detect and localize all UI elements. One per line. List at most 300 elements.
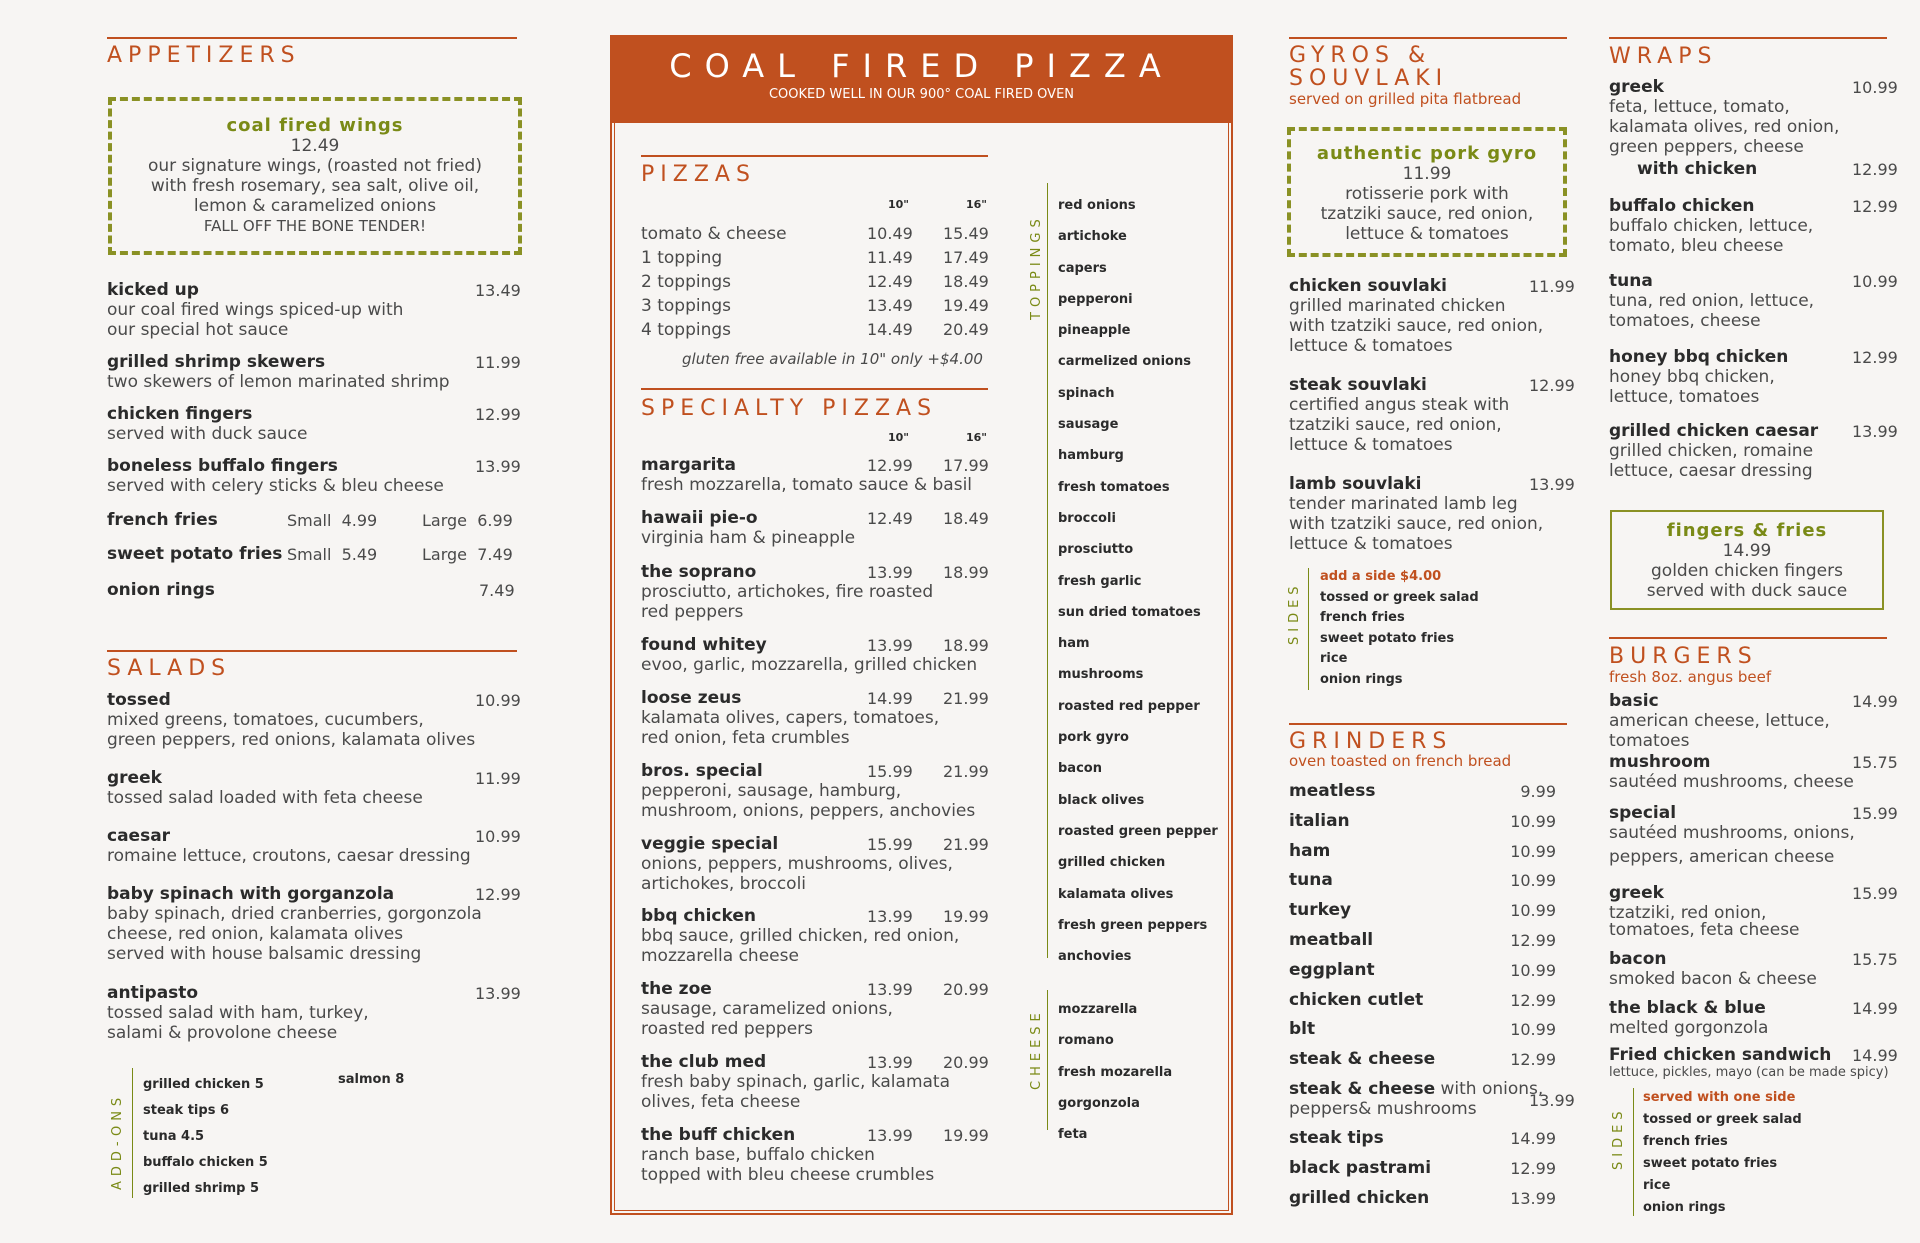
item-desc: peppers& mushrooms bbox=[1289, 1099, 1477, 1119]
item-price: 14.99 bbox=[1510, 1129, 1556, 1148]
cheese-list bbox=[1058, 994, 1172, 1150]
grinders-subtitle: oven toasted on french bread bbox=[1289, 752, 1512, 770]
sides-header: served with one side bbox=[1643, 1090, 1796, 1105]
topping-item: black olives bbox=[1058, 792, 1145, 808]
item-name: bacon bbox=[1609, 949, 1667, 969]
item-small: 12.99 bbox=[867, 456, 913, 475]
item-desc: kalamata olives, capers, tomatoes, bbox=[641, 708, 940, 728]
fingers-fries-box bbox=[1610, 510, 1884, 610]
wings-feature-box bbox=[108, 97, 522, 255]
item-desc: tomatoes bbox=[1609, 731, 1690, 751]
item-desc: tzatziki sauce, red onion, bbox=[1289, 415, 1502, 435]
item-price: 12.99 bbox=[1852, 348, 1898, 367]
item-name: special bbox=[1609, 803, 1677, 823]
gyro-sides-divider bbox=[1308, 568, 1309, 690]
item-desc: melted gorgonzola bbox=[1609, 1018, 1769, 1038]
item-name: antipasto bbox=[107, 983, 199, 1003]
item-small: 15.99 bbox=[867, 762, 913, 781]
item-name: the zoe bbox=[641, 979, 712, 999]
menu-item bbox=[1609, 752, 1898, 792]
addon-item: tuna 4.5 bbox=[143, 1129, 205, 1144]
gyro-sides-label: SIDES bbox=[1287, 581, 1302, 645]
menu-item bbox=[107, 544, 517, 566]
with-chicken-label: with chicken bbox=[1637, 159, 1758, 179]
item-desc: tuna, red onion, lettuce, bbox=[1609, 291, 1815, 311]
fingers-fries-line: golden chicken fingers bbox=[1651, 561, 1843, 581]
item-name: hawaii pie-o bbox=[641, 508, 758, 528]
item-small: 12.49 bbox=[867, 509, 913, 528]
menu-item bbox=[1609, 77, 1898, 179]
addon-item: buffalo chicken 5 bbox=[143, 1155, 268, 1170]
item-name: bbq chicken bbox=[641, 906, 756, 926]
topping-item: grilled chicken bbox=[1058, 855, 1166, 871]
item-price: 14.99 bbox=[1852, 999, 1898, 1018]
grinder-item bbox=[1289, 1128, 1574, 1158]
item-small-price: Small 5.49 bbox=[287, 545, 378, 564]
burger-sides-label: SIDES bbox=[1611, 1106, 1626, 1170]
topping-item: anchovies bbox=[1058, 949, 1132, 965]
item-price: 11.99 bbox=[475, 353, 521, 372]
addon-item: steak tips 6 bbox=[143, 1103, 229, 1118]
item-large: 18.49 bbox=[943, 509, 989, 528]
menu-item bbox=[1289, 474, 1574, 554]
topping-item: fresh green peppers bbox=[1058, 917, 1208, 933]
cheese-item: gorgonzola bbox=[1058, 1095, 1140, 1111]
grinder-item bbox=[1289, 900, 1574, 930]
item-small: 13.99 bbox=[867, 1126, 913, 1145]
pizzas-title: PIZZAS bbox=[641, 162, 756, 187]
wings-title: coal fired wings bbox=[226, 115, 404, 136]
pizza-row bbox=[641, 224, 1001, 248]
pizza-rows bbox=[641, 224, 1001, 344]
pizza-row-large: 18.49 bbox=[943, 272, 989, 291]
item-desc: olives, feta cheese bbox=[641, 1092, 801, 1112]
item-desc: virginia ham & pineapple bbox=[641, 528, 856, 548]
specialty-item bbox=[641, 834, 1001, 894]
item-name: greek bbox=[1609, 77, 1664, 97]
item-name: margarita bbox=[641, 455, 737, 475]
pizza-row-small: 11.49 bbox=[867, 248, 913, 267]
item-price: 15.99 bbox=[1852, 804, 1898, 823]
menu-item bbox=[107, 404, 521, 444]
item-name: meatless bbox=[1289, 781, 1376, 801]
item-desc: pepperoni, sausage, hamburg, bbox=[641, 781, 902, 801]
item-name: mushroom bbox=[1609, 752, 1711, 772]
specialty-rule bbox=[641, 388, 988, 390]
salads-rule bbox=[107, 650, 517, 652]
addons-divider bbox=[132, 1068, 133, 1198]
topping-item: carmelized onions bbox=[1058, 354, 1191, 370]
item-desc: mushroom, onions, peppers, anchovies bbox=[641, 801, 976, 821]
grinder-item bbox=[1289, 811, 1574, 841]
wraps-rule bbox=[1609, 37, 1887, 39]
item-desc: kalamata olives, red onion, bbox=[1609, 117, 1840, 137]
gyros-title-line2: SOUVLAKI bbox=[1289, 66, 1449, 91]
size-16-header: 16" bbox=[966, 431, 988, 444]
pizza-row-name: 1 topping bbox=[641, 248, 723, 268]
item-large-price: Large 7.49 bbox=[422, 545, 513, 564]
item-price: 12.99 bbox=[1510, 930, 1556, 950]
item-price: 10.99 bbox=[1510, 901, 1556, 921]
item-desc: tossed salad with ham, turkey, bbox=[107, 1003, 369, 1023]
item-large: 18.99 bbox=[943, 636, 989, 655]
toppings-divider bbox=[1047, 183, 1048, 958]
gyros-subtitle: served on grilled pita flatbread bbox=[1289, 90, 1522, 108]
item-desc: red onion, feta crumbles bbox=[641, 728, 850, 748]
grinder-item bbox=[1289, 870, 1574, 900]
item-name: tuna bbox=[1609, 271, 1653, 291]
item-price: 10.99 bbox=[475, 827, 521, 846]
topping-item: fresh tomatoes bbox=[1058, 479, 1170, 495]
item-name: black pastrami bbox=[1289, 1157, 1432, 1178]
item-desc: green peppers, red onions, kalamata olives bbox=[107, 730, 476, 750]
burger-sides-list bbox=[1643, 1087, 1802, 1219]
item-desc: tomatoes, cheese bbox=[1609, 311, 1761, 331]
pizza-row-name: 3 toppings bbox=[641, 296, 732, 316]
item-desc: lettuce, caesar dressing bbox=[1609, 461, 1813, 481]
topping-item: sun dried tomatoes bbox=[1058, 604, 1201, 620]
item-desc: roasted red peppers bbox=[641, 1019, 814, 1039]
with-chicken-price: 12.99 bbox=[1852, 160, 1898, 179]
menu-item bbox=[1609, 347, 1898, 407]
menu-item bbox=[1609, 949, 1898, 989]
topping-item: artichoke bbox=[1058, 229, 1127, 245]
pizza-header-title: COAL FIRED PIZZA bbox=[669, 47, 1174, 85]
item-desc: served with celery sticks & bleu cheese bbox=[107, 476, 444, 496]
item-desc: sautéed mushrooms, onions, bbox=[1609, 823, 1855, 843]
topping-item: bacon bbox=[1058, 761, 1102, 777]
menu-item bbox=[1609, 271, 1898, 331]
item-desc: fresh mozzarella, tomato sauce & basil bbox=[641, 475, 973, 495]
size-10-header: 10" bbox=[888, 431, 910, 444]
item-large: 20.99 bbox=[943, 980, 989, 999]
grinder-item bbox=[1289, 1019, 1574, 1049]
item-name: greek bbox=[1609, 883, 1664, 903]
cheese-label: CHEESE bbox=[1029, 1008, 1044, 1090]
pork-gyro-line: lettuce & tomatoes bbox=[1345, 224, 1509, 244]
menu-item bbox=[107, 510, 517, 532]
item-desc: lettuce & tomatoes bbox=[1289, 435, 1453, 455]
item-price: 15.75 bbox=[1852, 950, 1898, 969]
item-desc: ranch base, buffalo chicken bbox=[641, 1145, 875, 1165]
menu-item bbox=[1609, 803, 1898, 867]
item-name: greek bbox=[107, 768, 162, 788]
item-name: the soprano bbox=[641, 562, 757, 582]
item-desc: tzatziki, red onion, bbox=[1609, 903, 1767, 923]
item-small: 13.99 bbox=[867, 1053, 913, 1072]
specialty-item bbox=[641, 455, 1001, 495]
item-name: lamb souvlaki bbox=[1289, 474, 1422, 494]
item-large: 19.99 bbox=[943, 1126, 989, 1145]
menu-item bbox=[1289, 1079, 1574, 1119]
menu-item bbox=[107, 884, 521, 964]
item-name: steak & cheese bbox=[1289, 1079, 1436, 1099]
item-desc: salami & provolone cheese bbox=[107, 1023, 338, 1043]
pork-gyro-line: tzatziki sauce, red onion, bbox=[1320, 204, 1534, 224]
specialty-item bbox=[641, 1052, 1001, 1112]
item-price: 13.99 bbox=[475, 984, 521, 1003]
item-name: basic bbox=[1609, 691, 1659, 711]
item-desc: red peppers bbox=[641, 602, 744, 622]
item-desc: served with duck sauce bbox=[107, 424, 308, 444]
item-price: 14.99 bbox=[1852, 692, 1898, 711]
pizza-row-small: 13.49 bbox=[867, 296, 913, 315]
item-name: italian bbox=[1289, 810, 1350, 831]
specialty-item bbox=[641, 761, 1001, 821]
item-price: 12.99 bbox=[475, 405, 521, 424]
specialty-item bbox=[641, 688, 1001, 748]
specialty-item bbox=[641, 906, 1001, 966]
item-price: 10.99 bbox=[475, 691, 521, 710]
item-desc: sausage, caramelized onions, bbox=[641, 999, 893, 1019]
grinder-item bbox=[1289, 781, 1574, 811]
item-name: tuna bbox=[1289, 870, 1333, 891]
pizza-row-name: 2 toppings bbox=[641, 272, 732, 292]
specialty-item bbox=[641, 1125, 1001, 1185]
grinder-item bbox=[1289, 960, 1574, 990]
side-item: rice bbox=[1643, 1178, 1671, 1193]
grinder-item bbox=[1289, 930, 1574, 960]
wraps-title: WRAPS bbox=[1609, 44, 1718, 69]
item-price: 13.99 bbox=[475, 457, 521, 476]
item-desc: lettuce, pickles, mayo (can be made spicy) bbox=[1609, 1065, 1889, 1080]
item-desc: sautéed mushrooms, cheese bbox=[1609, 772, 1854, 792]
item-small: 13.99 bbox=[867, 563, 913, 582]
item-price: 12.99 bbox=[1510, 1050, 1556, 1070]
menu-item bbox=[107, 352, 521, 392]
item-price: 10.99 bbox=[1852, 272, 1898, 291]
item-desc: certified angus steak with bbox=[1289, 395, 1510, 415]
item-desc: mixed greens, tomatoes, cucumbers, bbox=[107, 710, 424, 730]
gyros-title-line1: GYROS & bbox=[1289, 43, 1432, 68]
wings-line: our signature wings, (roasted not fried) bbox=[148, 156, 482, 176]
side-item: tossed or greek salad bbox=[1643, 1112, 1802, 1127]
item-desc: grilled chicken, romaine bbox=[1609, 441, 1814, 461]
item-price: 10.99 bbox=[1852, 78, 1898, 97]
item-desc: feta, lettuce, tomato, bbox=[1609, 97, 1790, 117]
item-price: 12.99 bbox=[475, 885, 521, 904]
item-desc: romaine lettuce, croutons, caesar dressing bbox=[107, 846, 471, 866]
item-desc: honey bbq chicken, bbox=[1609, 367, 1775, 387]
topping-item: fresh garlic bbox=[1058, 573, 1142, 589]
toppings-list bbox=[1058, 190, 1218, 972]
item-large: 17.99 bbox=[943, 456, 989, 475]
item-price: 10.99 bbox=[1510, 871, 1556, 891]
item-name: chicken souvlaki bbox=[1289, 276, 1447, 296]
item-name: grilled shrimp skewers bbox=[107, 352, 326, 372]
item-price: 13.99 bbox=[1529, 475, 1575, 494]
item-name: kicked up bbox=[107, 280, 199, 300]
menu-item bbox=[1289, 375, 1574, 455]
item-desc: served with house balsamic dressing bbox=[107, 944, 422, 964]
specialty-item bbox=[641, 979, 1001, 1039]
pizza-row bbox=[641, 296, 1001, 320]
pizza-row bbox=[641, 272, 1001, 296]
topping-item: ham bbox=[1058, 636, 1090, 652]
topping-item: roasted red pepper bbox=[1058, 698, 1200, 714]
pizzas-rule bbox=[641, 155, 988, 157]
item-name: found whitey bbox=[641, 635, 767, 655]
menu-item bbox=[1609, 196, 1898, 256]
menu-item bbox=[1609, 883, 1898, 940]
item-desc: with tzatziki sauce, red onion, bbox=[1289, 316, 1544, 336]
addons-label: ADD-ONS bbox=[110, 1092, 125, 1190]
grinders-list-2 bbox=[1289, 1128, 1574, 1217]
item-desc: green peppers, cheese bbox=[1609, 137, 1804, 157]
fingers-fries-price: 14.99 bbox=[1722, 541, 1772, 561]
item-name: onion rings bbox=[107, 580, 215, 600]
item-price: 10.99 bbox=[1510, 1020, 1556, 1040]
burger-sides-divider bbox=[1633, 1088, 1634, 1216]
item-name: the club med bbox=[641, 1052, 767, 1072]
burgers-title: BURGERS bbox=[1609, 644, 1758, 669]
item-price: 13.99 bbox=[1510, 1188, 1556, 1208]
item-extra: with onions, bbox=[1435, 1079, 1544, 1099]
pizza-header-sub: COOKED WELL IN OUR 900° COAL FIRED OVEN bbox=[768, 87, 1075, 102]
item-desc: mozzarella cheese bbox=[641, 946, 799, 966]
item-desc: tomatoes, feta cheese bbox=[1609, 920, 1800, 940]
item-desc: our special hot sauce bbox=[107, 320, 289, 340]
item-price: 11.99 bbox=[1529, 277, 1575, 296]
item-desc: smoked bacon & cheese bbox=[1609, 969, 1817, 989]
addon-item: grilled shrimp 5 bbox=[143, 1181, 260, 1196]
item-desc: evoo, garlic, mozzarella, grilled chicken bbox=[641, 655, 978, 675]
grinders-list bbox=[1289, 781, 1574, 1079]
item-price: 15.99 bbox=[1852, 884, 1898, 903]
menu-item bbox=[107, 456, 521, 496]
appetizers-rule bbox=[107, 37, 517, 39]
item-desc: lettuce & tomatoes bbox=[1289, 534, 1453, 554]
specialty-item bbox=[641, 635, 1001, 675]
toppings-label: TOPPINGS bbox=[1029, 214, 1044, 320]
grinder-item bbox=[1289, 990, 1574, 1020]
fingers-fries-line: served with duck sauce bbox=[1646, 581, 1848, 601]
item-name: steak tips bbox=[1289, 1128, 1384, 1148]
pizza-row-small: 12.49 bbox=[867, 272, 913, 291]
menu-item bbox=[1609, 998, 1898, 1038]
side-item: sweet potato fries bbox=[1643, 1156, 1778, 1171]
item-desc: lettuce, tomatoes bbox=[1609, 387, 1760, 407]
pork-gyro-price: 11.99 bbox=[1402, 164, 1452, 184]
item-desc: baby spinach, dried cranberries, gorgonzola bbox=[107, 904, 482, 924]
salads-title: SALADS bbox=[107, 656, 232, 681]
fingers-fries-title: fingers & fries bbox=[1666, 520, 1828, 541]
item-name: caesar bbox=[107, 826, 171, 846]
item-small-price: Small 4.99 bbox=[287, 511, 378, 530]
item-name: blt bbox=[1289, 1019, 1316, 1040]
item-name: meatball bbox=[1289, 929, 1374, 950]
item-desc: tomato, bleu cheese bbox=[1609, 236, 1784, 256]
menu-item bbox=[1609, 1045, 1914, 1080]
gyro-sides-list bbox=[1320, 567, 1479, 690]
item-desc: buffalo chicken, lettuce, bbox=[1609, 216, 1814, 236]
item-name: baby spinach with gorganzola bbox=[107, 884, 395, 904]
pizza-row-large: 17.49 bbox=[943, 248, 989, 267]
grinder-item bbox=[1289, 1158, 1574, 1188]
item-price: 10.99 bbox=[1510, 811, 1556, 831]
item-small: 13.99 bbox=[867, 980, 913, 999]
topping-item: pork gyro bbox=[1058, 730, 1129, 746]
burgers-rule bbox=[1609, 637, 1887, 639]
topping-item: broccoli bbox=[1058, 510, 1116, 526]
topping-item: hamburg bbox=[1058, 448, 1124, 464]
item-price: 15.75 bbox=[1852, 753, 1898, 772]
item-desc: two skewers of lemon marinated shrimp bbox=[107, 372, 450, 392]
item-name: ham bbox=[1289, 840, 1331, 861]
side-item: rice bbox=[1320, 651, 1348, 666]
menu-item bbox=[107, 768, 521, 808]
item-desc: grilled marinated chicken bbox=[1289, 296, 1506, 316]
item-desc: prosciutto, artichokes, fire roasted bbox=[641, 582, 934, 602]
size-16-header: 16" bbox=[966, 198, 988, 211]
gyros-title bbox=[1289, 44, 1448, 90]
item-price: 14.99 bbox=[1852, 1046, 1898, 1065]
specialty-item bbox=[641, 562, 1001, 622]
item-small: 15.99 bbox=[867, 835, 913, 854]
item-small: 13.99 bbox=[867, 636, 913, 655]
menu-item bbox=[107, 983, 521, 1043]
grinder-item bbox=[1289, 1188, 1574, 1218]
item-large: 18.99 bbox=[943, 563, 989, 582]
grinders-title: GRINDERS bbox=[1289, 729, 1453, 754]
item-price: 13.99 bbox=[1852, 422, 1898, 441]
topping-item: capers bbox=[1058, 260, 1107, 276]
topping-item: prosciutto bbox=[1058, 542, 1134, 558]
pizza-row-small: 14.49 bbox=[867, 320, 913, 339]
addon-item: salmon 8 bbox=[338, 1072, 405, 1087]
item-large: 19.99 bbox=[943, 907, 989, 926]
menu-item bbox=[107, 580, 517, 602]
item-large: 21.99 bbox=[943, 762, 989, 781]
cheese-item: romano bbox=[1058, 1033, 1114, 1049]
item-price: 9.99 bbox=[1520, 782, 1556, 801]
item-price: 12.99 bbox=[1852, 197, 1898, 216]
item-large: 20.99 bbox=[943, 1053, 989, 1072]
pizza-header bbox=[610, 35, 1233, 123]
item-desc: our coal fired wings spiced-up with bbox=[107, 300, 404, 320]
side-item: onion rings bbox=[1320, 671, 1403, 687]
topping-item: kalamata olives bbox=[1058, 886, 1174, 902]
specialty-title: SPECIALTY PIZZAS bbox=[641, 396, 938, 421]
item-desc: lettuce & tomatoes bbox=[1289, 336, 1453, 356]
pizza-row-small: 10.49 bbox=[867, 224, 913, 243]
side-item: french fries bbox=[1320, 610, 1405, 625]
burgers-subtitle: fresh 8oz. angus beef bbox=[1609, 668, 1772, 686]
side-item: french fries bbox=[1643, 1134, 1728, 1149]
pizza-row bbox=[641, 320, 1001, 344]
topping-item: pineapple bbox=[1058, 323, 1131, 339]
item-price: 7.49 bbox=[479, 581, 515, 600]
side-item: tossed or greek salad bbox=[1320, 589, 1479, 605]
item-name: chicken fingers bbox=[107, 404, 253, 424]
item-small: 13.99 bbox=[867, 907, 913, 926]
item-price: 10.99 bbox=[1510, 960, 1556, 980]
side-item: sweet potato fries bbox=[1320, 630, 1455, 646]
item-small: 14.99 bbox=[867, 689, 913, 708]
item-name: french fries bbox=[107, 510, 218, 530]
item-desc: tossed salad loaded with feta cheese bbox=[107, 788, 423, 808]
cheese-item: mozzarella bbox=[1058, 1002, 1138, 1017]
item-name: eggplant bbox=[1289, 959, 1375, 980]
sides-header: add a side $4.00 bbox=[1320, 569, 1442, 584]
pizza-row-name: tomato & cheese bbox=[641, 224, 787, 244]
topping-item: mushrooms bbox=[1058, 667, 1144, 683]
grinder-item bbox=[1289, 841, 1574, 871]
item-name: turkey bbox=[1289, 900, 1352, 921]
item-large: 21.99 bbox=[943, 835, 989, 854]
pork-gyro-box bbox=[1287, 127, 1567, 257]
topping-item: pepperoni bbox=[1058, 291, 1133, 307]
